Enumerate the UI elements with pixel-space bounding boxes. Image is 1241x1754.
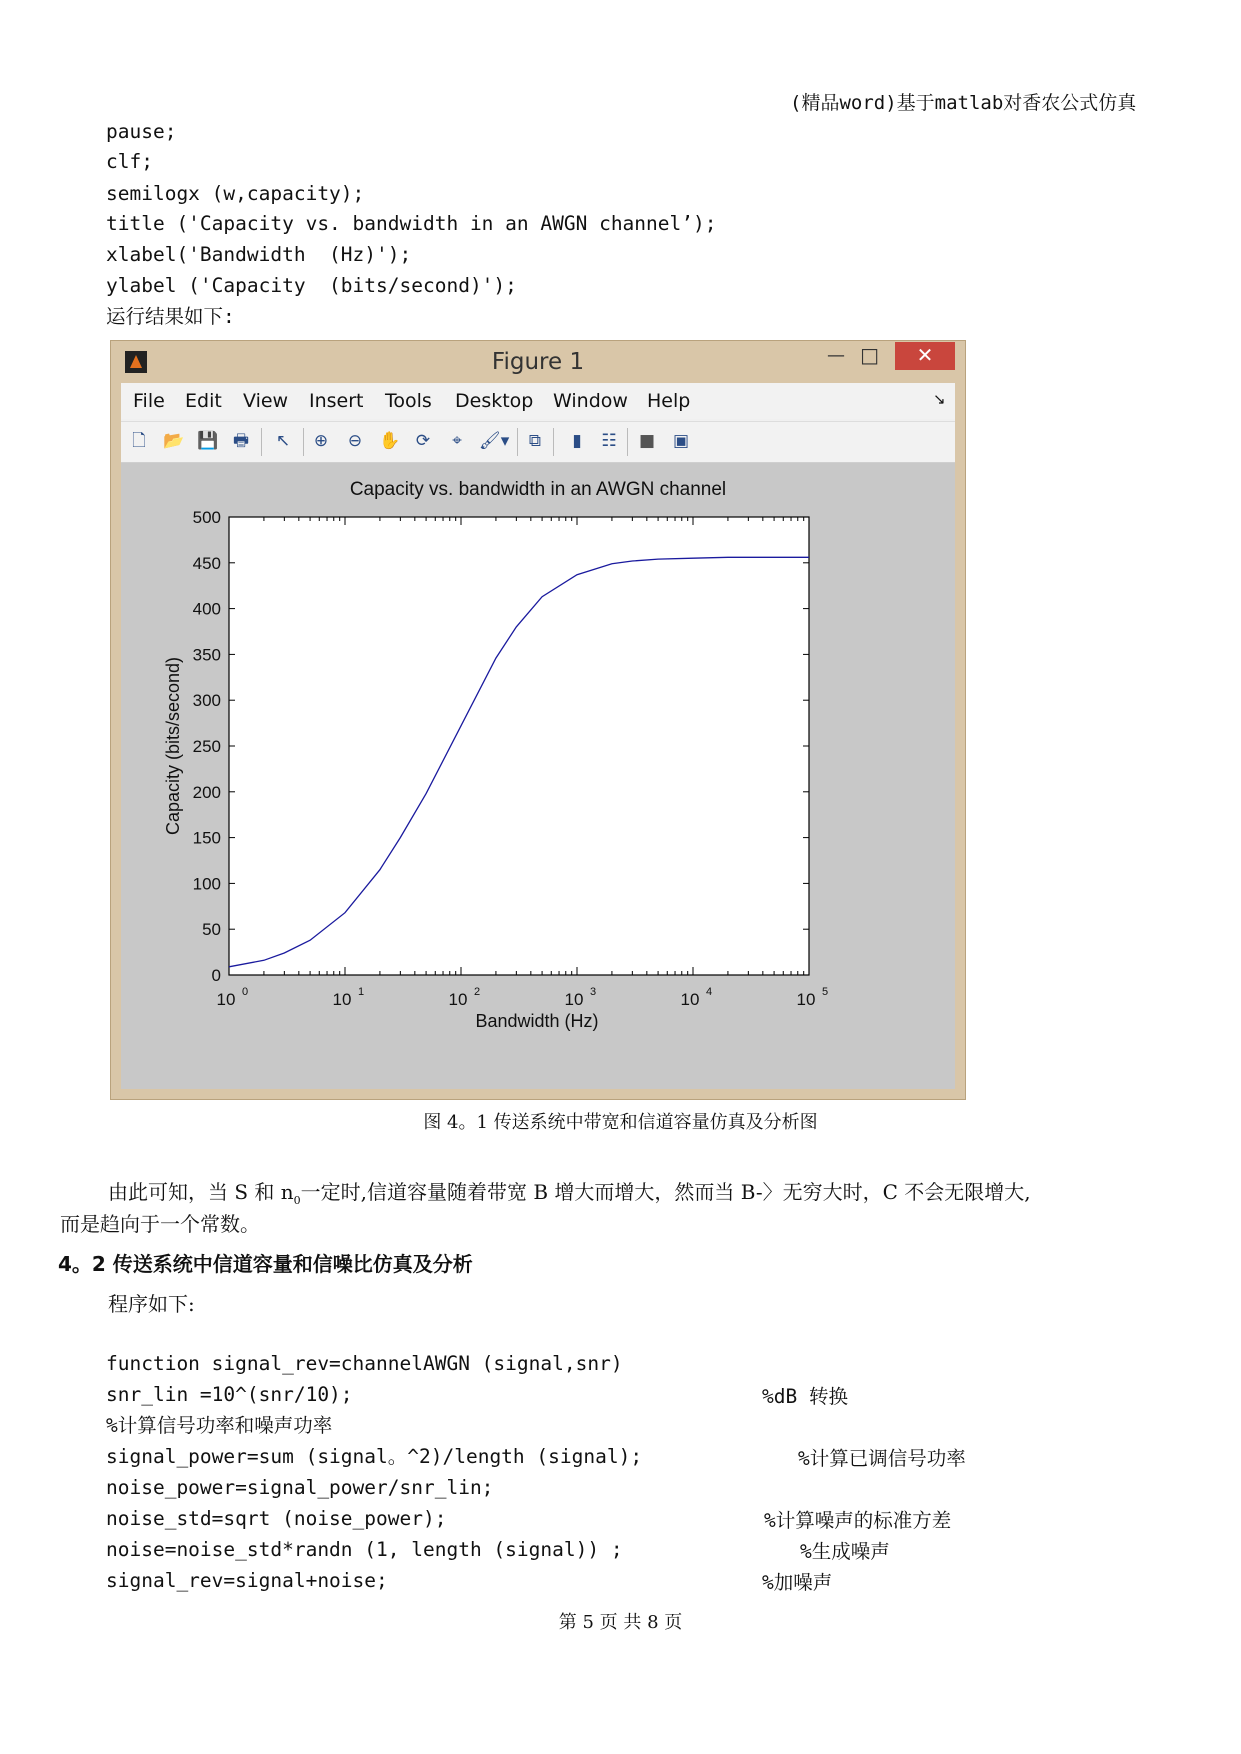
x-tick-exponent: 0 — [242, 986, 249, 998]
code-line: clf; — [106, 150, 153, 173]
y-tick-label: 0 — [211, 966, 221, 985]
figure-toolbar — [121, 421, 955, 463]
show-plot-tools-icon[interactable]: ▣ — [672, 431, 690, 451]
y-tick-label: 200 — [192, 782, 221, 802]
y-tick-label: 250 — [192, 737, 221, 756]
code-comment: %计算已调信号功率 — [798, 1447, 966, 1470]
code-comment: %生成噪声 — [800, 1540, 890, 1563]
data-cursor-icon[interactable]: ⌖ — [452, 431, 462, 451]
x-tick-label: 10 — [448, 990, 468, 1009]
dock-arrow-icon[interactable]: ↘ — [933, 390, 946, 408]
toolbar-separator — [627, 428, 628, 456]
paragraph-line-2: 而是趋向于一个常数。 — [60, 1212, 260, 1236]
subscript: 0 — [293, 1194, 301, 1207]
rotate-3d-icon[interactable]: ⟳ — [415, 431, 431, 451]
y-tick-label: 300 — [192, 691, 221, 711]
paragraph-text: 一定时,信道容量随着带宽 B 增大而增大，然而当 B-〉无穷大时，C 不会无限增大, — [300, 1180, 1031, 1204]
brush-icon[interactable]: 🖌 — [479, 431, 501, 451]
menu-tools[interactable]: Tools — [385, 390, 432, 412]
link-plot-icon[interactable]: ⧉ — [528, 431, 542, 451]
code-line: pause; — [106, 120, 177, 143]
x-tick-exponent: 2 — [474, 986, 481, 998]
figure-caption: 图 4。1 传送系统中带宽和信道容量仿真及分析图 — [423, 1112, 818, 1133]
code-line: semilogx (w,capacity); — [106, 182, 365, 205]
x-tick-exponent: 3 — [590, 986, 597, 998]
y-tick-label: 450 — [192, 553, 221, 573]
code-comment: %加噪声 — [762, 1571, 833, 1594]
y-tick-label: 150 — [192, 828, 221, 848]
code-comment: %计算噪声的标准方差 — [764, 1509, 952, 1532]
colorbar-icon[interactable]: ▮ — [572, 431, 582, 451]
program-label: 程序如下: — [108, 1292, 195, 1316]
menu-window[interactable]: Window — [553, 390, 628, 412]
figure-titlebar[interactable] — [111, 341, 965, 383]
axes-box — [229, 517, 809, 975]
paragraph-text: 由此可知，当 S 和 n — [108, 1180, 294, 1204]
brush-dropdown-icon[interactable]: ▾ — [500, 431, 510, 451]
toolbar-separator — [261, 428, 262, 456]
x-axis-label: Bandwidth (Hz) — [475, 1011, 599, 1031]
menu-file[interactable]: File — [133, 390, 165, 412]
x-tick-label: 10 — [796, 990, 816, 1009]
menu-insert[interactable]: Insert — [309, 390, 364, 412]
code-line: title ('Capacity vs. bandwidth in an AWGN channel’); — [106, 212, 717, 235]
pan-hand-icon[interactable]: ✋ — [379, 431, 401, 451]
x-tick-label: 10 — [332, 990, 352, 1009]
code-comment: %dB 转换 — [762, 1385, 848, 1408]
new-file-icon[interactable]: 🗋 — [132, 431, 146, 451]
menu-edit[interactable]: Edit — [185, 390, 222, 412]
code-line: noise=noise_std*randn (1, length (signal)) ; — [106, 1538, 623, 1561]
code-line: ylabel ('Capacity (bits/second)'); — [106, 274, 517, 297]
menu-bar — [121, 383, 955, 419]
figure-window — [110, 340, 966, 1100]
menu-view[interactable]: View — [243, 390, 289, 412]
paragraph-line-1 — [108, 1176, 1031, 1207]
minimize-button[interactable]: — — [827, 345, 845, 366]
y-tick-label: 50 — [202, 920, 221, 940]
code-line: noise_power=signal_power/snr_lin; — [106, 1476, 494, 1499]
code-line: signal_power=sum (signal。^2)/length (signal); — [106, 1445, 643, 1468]
code-line: signal_rev=signal+noise; — [106, 1569, 388, 1592]
figure-title: Figure 1 — [491, 349, 585, 375]
arrow-select-icon[interactable]: ↖ — [275, 431, 291, 451]
toolbar-separator — [553, 428, 554, 456]
y-axis-label: Capacity (bits/second) — [163, 656, 183, 836]
x-tick-label: 10 — [680, 990, 700, 1009]
section-heading: 4。2 传送系统中信道容量和信噪比仿真及分析 — [58, 1252, 473, 1276]
legend-icon[interactable]: ☷ — [601, 431, 617, 451]
zoom-in-icon[interactable]: ⊕ — [313, 431, 329, 451]
open-folder-icon[interactable]: 📂 — [163, 431, 185, 451]
x-tick-label: 10 — [564, 990, 584, 1009]
maximize-button[interactable]: □ — [860, 343, 879, 367]
y-tick-label: 100 — [192, 874, 221, 894]
menu-desktop[interactable]: Desktop — [455, 390, 534, 412]
y-tick-label: 400 — [192, 599, 221, 619]
x-tick-exponent: 5 — [822, 986, 829, 998]
menu-help[interactable]: Help — [647, 390, 691, 412]
toolbar-separator — [517, 428, 518, 456]
code-line: xlabel('Bandwidth (Hz)'); — [106, 243, 412, 266]
code-line: noise_std=sqrt (noise_power); — [106, 1507, 447, 1530]
y-tick-label: 350 — [192, 645, 221, 665]
page-header: (精品word)基于matlab对香农公式仿真 — [790, 92, 1137, 114]
code-line: snr_lin =10^(snr/10); — [106, 1383, 353, 1406]
page-footer: 第 5 页 共 8 页 — [558, 1612, 683, 1633]
close-button[interactable]: ✕ — [895, 342, 955, 370]
y-tick-label: 500 — [192, 508, 221, 527]
x-tick-label: 10 — [216, 990, 236, 1009]
print-icon[interactable]: 🖶 — [232, 431, 250, 451]
run-result-label: 运行结果如下: — [106, 305, 235, 328]
code-line: %计算信号功率和噪声功率 — [106, 1414, 333, 1437]
x-tick-exponent: 4 — [706, 986, 713, 998]
plot-area — [121, 463, 955, 1089]
zoom-out-icon[interactable]: ⊖ — [347, 431, 363, 451]
x-tick-exponent: 1 — [358, 986, 365, 998]
save-icon[interactable]: 💾 — [197, 431, 219, 451]
chart-title: Capacity vs. bandwidth in an AWGN channel — [349, 479, 727, 500]
toolbar-separator — [303, 428, 304, 456]
hide-plot-tools-icon[interactable]: ■ — [638, 431, 656, 451]
code-line: function signal_rev=channelAWGN (signal,snr) — [106, 1352, 623, 1375]
capacity-chart — [121, 463, 955, 1089]
